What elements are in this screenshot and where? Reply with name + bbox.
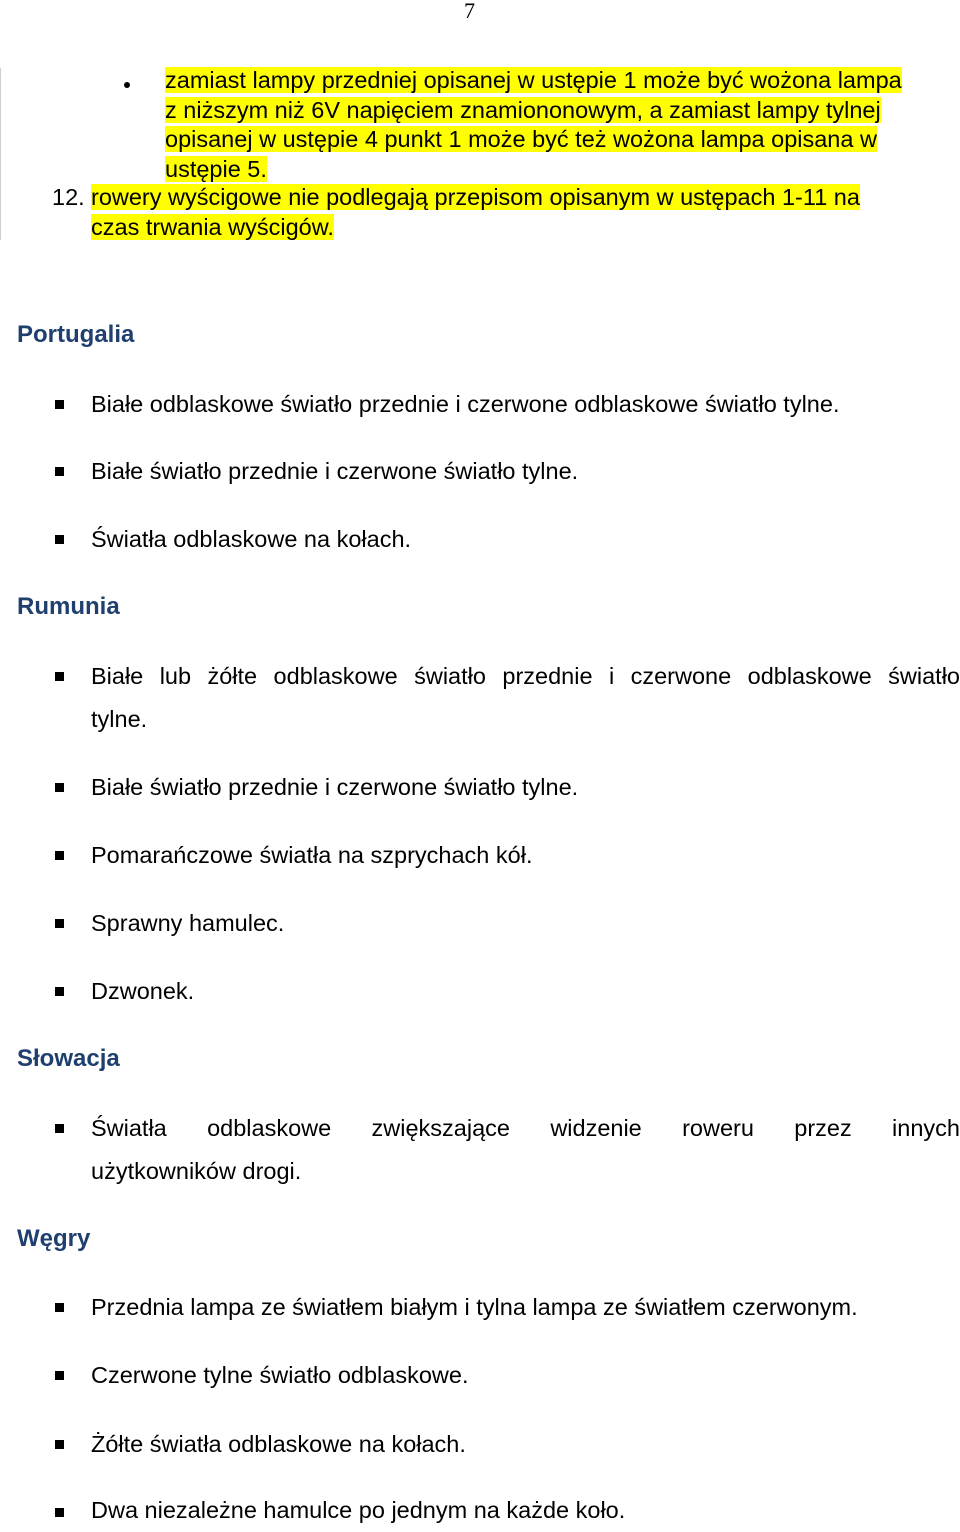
square-bullet-icon: [55, 467, 64, 476]
list-item-line: użytkowników drogi.: [91, 1158, 302, 1184]
section-heading-portugalia: Portugalia: [17, 321, 135, 348]
list-item: [91, 655, 960, 741]
list-item: [91, 1107, 960, 1193]
square-bullet-icon: [55, 1371, 64, 1380]
square-bullet-icon: [55, 672, 64, 681]
highlighted-line: opisanej w ustępie 4 punkt 1 może być też wożona lampa opisana w: [165, 126, 877, 152]
list-item-line: tylne.: [91, 706, 148, 732]
highlighted-line: rowery wyścigowe nie podlegają przepisom opisanym w ustępach 1-11 na: [91, 184, 860, 210]
numbered-list-item: [91, 183, 951, 242]
list-item: Światła odblaskowe na kołach.: [91, 526, 412, 552]
list-item-number: 12.: [52, 184, 85, 210]
section-heading-slowacja: Słowacja: [17, 1045, 120, 1072]
square-bullet-icon: [55, 1508, 64, 1517]
list-item: Dzwonek.: [91, 978, 195, 1004]
page-number: 7: [464, 0, 475, 23]
square-bullet-icon: [55, 987, 64, 996]
list-item: Przednia lampa ze światłem białym i tylna lampa ze światłem czerwonym.: [91, 1294, 858, 1320]
highlighted-line: zamiast lampy przedniej opisanej w ustępie 1 może być wożona lampa: [165, 67, 902, 93]
list-item: Białe odblaskowe światło przednie i czerwone odblaskowe światło tylne.: [91, 391, 840, 417]
list-item: Białe światło przednie i czerwone światło tylne.: [91, 458, 579, 484]
square-bullet-icon: [55, 783, 64, 792]
bullet-list-item: [165, 66, 955, 184]
square-bullet-icon: [55, 1124, 64, 1133]
highlighted-line: ustępie 5.: [165, 155, 267, 182]
square-bullet-icon: [55, 1440, 64, 1449]
square-bullet-icon: [55, 1303, 64, 1312]
list-item: Dwa niezależne hamulce po jednym na każde koło.: [91, 1497, 626, 1523]
list-item-line: Światła odblaskowe zwiększające widzenie roweru przez innych: [91, 1115, 960, 1141]
highlighted-line: z niższym niż 6V napięciem znamiononowym, a zamiast lampy tylnej: [165, 96, 881, 123]
square-bullet-icon: [55, 851, 64, 860]
bullet-icon: [124, 82, 130, 88]
section-heading-wegry: Węgry: [17, 1225, 91, 1252]
list-item: Sprawny hamulec.: [91, 910, 285, 936]
square-bullet-icon: [55, 919, 64, 928]
square-bullet-icon: [55, 535, 64, 544]
highlighted-line: czas trwania wyścigów.: [91, 213, 334, 240]
change-bar: [0, 68, 1, 240]
list-item: Żółte światła odblaskowe na kołach.: [91, 1431, 466, 1457]
square-bullet-icon: [55, 400, 64, 409]
list-item-line: Białe lub żółte odblaskowe światło przednie i czerwone odblaskowe światło: [91, 663, 960, 689]
section-heading-rumunia: Rumunia: [17, 593, 120, 620]
list-item: Białe światło przednie i czerwone światło tylne.: [91, 774, 579, 800]
list-item: Czerwone tylne światło odblaskowe.: [91, 1362, 469, 1388]
list-item: Pomarańczowe światła na szprychach kół.: [91, 842, 533, 868]
